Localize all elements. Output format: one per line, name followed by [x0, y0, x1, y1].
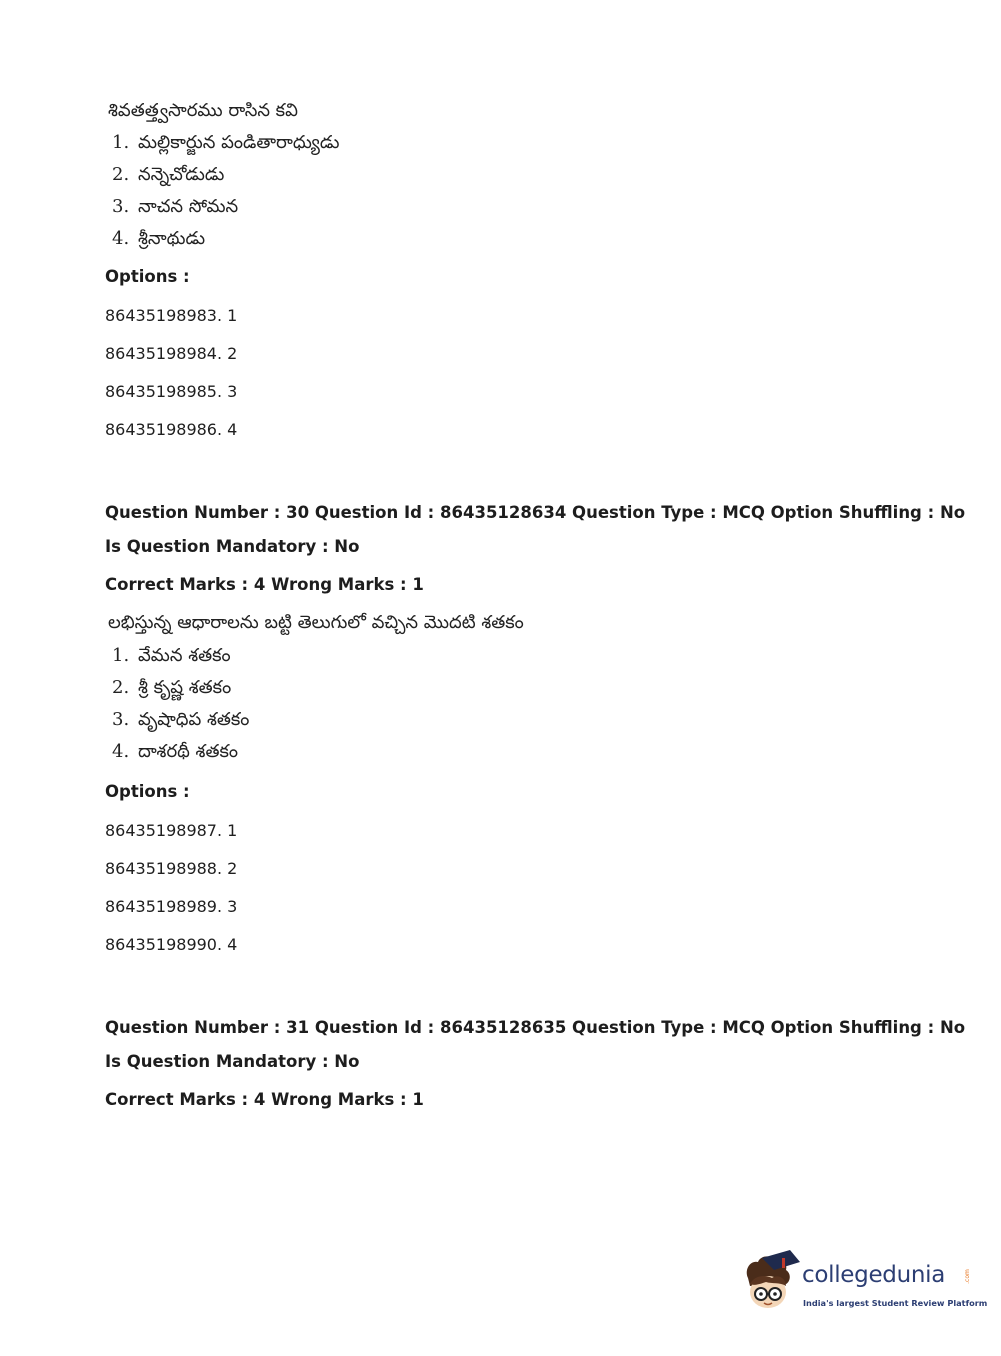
choice-number: 3. [112, 196, 130, 217]
q30-option-3: 86435198989. 3 [105, 897, 238, 916]
q30-choice-3 [108, 704, 249, 736]
choice-text: వేమన శతకం [138, 645, 231, 666]
q29-choice-4 [108, 223, 205, 255]
q29-option-4: 86435198986. 4 [105, 420, 238, 439]
q30-option-1: 86435198987. 1 [105, 821, 238, 840]
choice-text: శ్రీ కృష్ణ శతకం [138, 677, 232, 698]
choice-number: 2. [112, 677, 130, 698]
q29-question-text: శివతత్త్వసారము రాసిన కవి [108, 100, 298, 121]
q29-options-label: Options : [105, 267, 190, 286]
choice-number: 1. [112, 645, 130, 666]
q30-header-line2: Is Question Mandatory : No [105, 537, 360, 556]
q30-options-label: Options : [105, 782, 190, 801]
logo-wordmark: collegedunia [802, 1262, 946, 1288]
choice-text: నన్నెచోడుడు [138, 164, 225, 185]
choice-text: శ్రీనాథుడు [138, 228, 206, 249]
choice-text: వృషాధిప శతకం [138, 709, 250, 730]
q30-option-2: 86435198988. 2 [105, 859, 238, 878]
logo-tagline: India's largest Student Review Platform [803, 1298, 988, 1308]
q30-choice-2 [108, 672, 231, 704]
q29-choice-2 [108, 159, 224, 191]
q30-question-text: లభిస్తున్న ఆధారాలను బట్టి తెలుగులో వచ్చిన మొదటి శతకం [108, 612, 524, 633]
choice-text: దాశరథీ శతకం [138, 741, 238, 762]
q29-choice-3 [108, 191, 238, 223]
choice-text: మల్లికార్జున పండితారాధ్యుడు [138, 132, 340, 153]
q30-option-4: 86435198990. 4 [105, 935, 238, 954]
q31-header-line2: Is Question Mandatory : No [105, 1052, 360, 1071]
logo-com-suffix: .com [963, 1269, 971, 1284]
q31-marks-line: Correct Marks : 4 Wrong Marks : 1 [105, 1090, 424, 1109]
q30-header-line1: Question Number : 30 Question Id : 86435128634 Question Type : MCQ Option Shuffling : No [105, 503, 966, 522]
mascot-icon [742, 1248, 802, 1318]
q31-header-line1: Question Number : 31 Question Id : 86435128635 Question Type : MCQ Option Shuffling : No [105, 1018, 966, 1037]
q30-marks-line: Correct Marks : 4 Wrong Marks : 1 [105, 575, 424, 594]
choice-text: నాచన సోమన [138, 196, 239, 217]
choice-number: 1. [112, 132, 130, 153]
choice-number: 4. [112, 228, 130, 249]
q29-option-1: 86435198983. 1 [105, 306, 238, 325]
choice-number: 3. [112, 709, 130, 730]
q29-choice-1 [108, 127, 339, 159]
q30-choice-4 [108, 736, 238, 768]
collegedunia-logo [742, 1248, 988, 1318]
q29-option-2: 86435198984. 2 [105, 344, 238, 363]
q29-option-3: 86435198985. 3 [105, 382, 238, 401]
q30-choice-1 [108, 640, 231, 672]
choice-number: 2. [112, 164, 130, 185]
choice-number: 4. [112, 741, 130, 762]
